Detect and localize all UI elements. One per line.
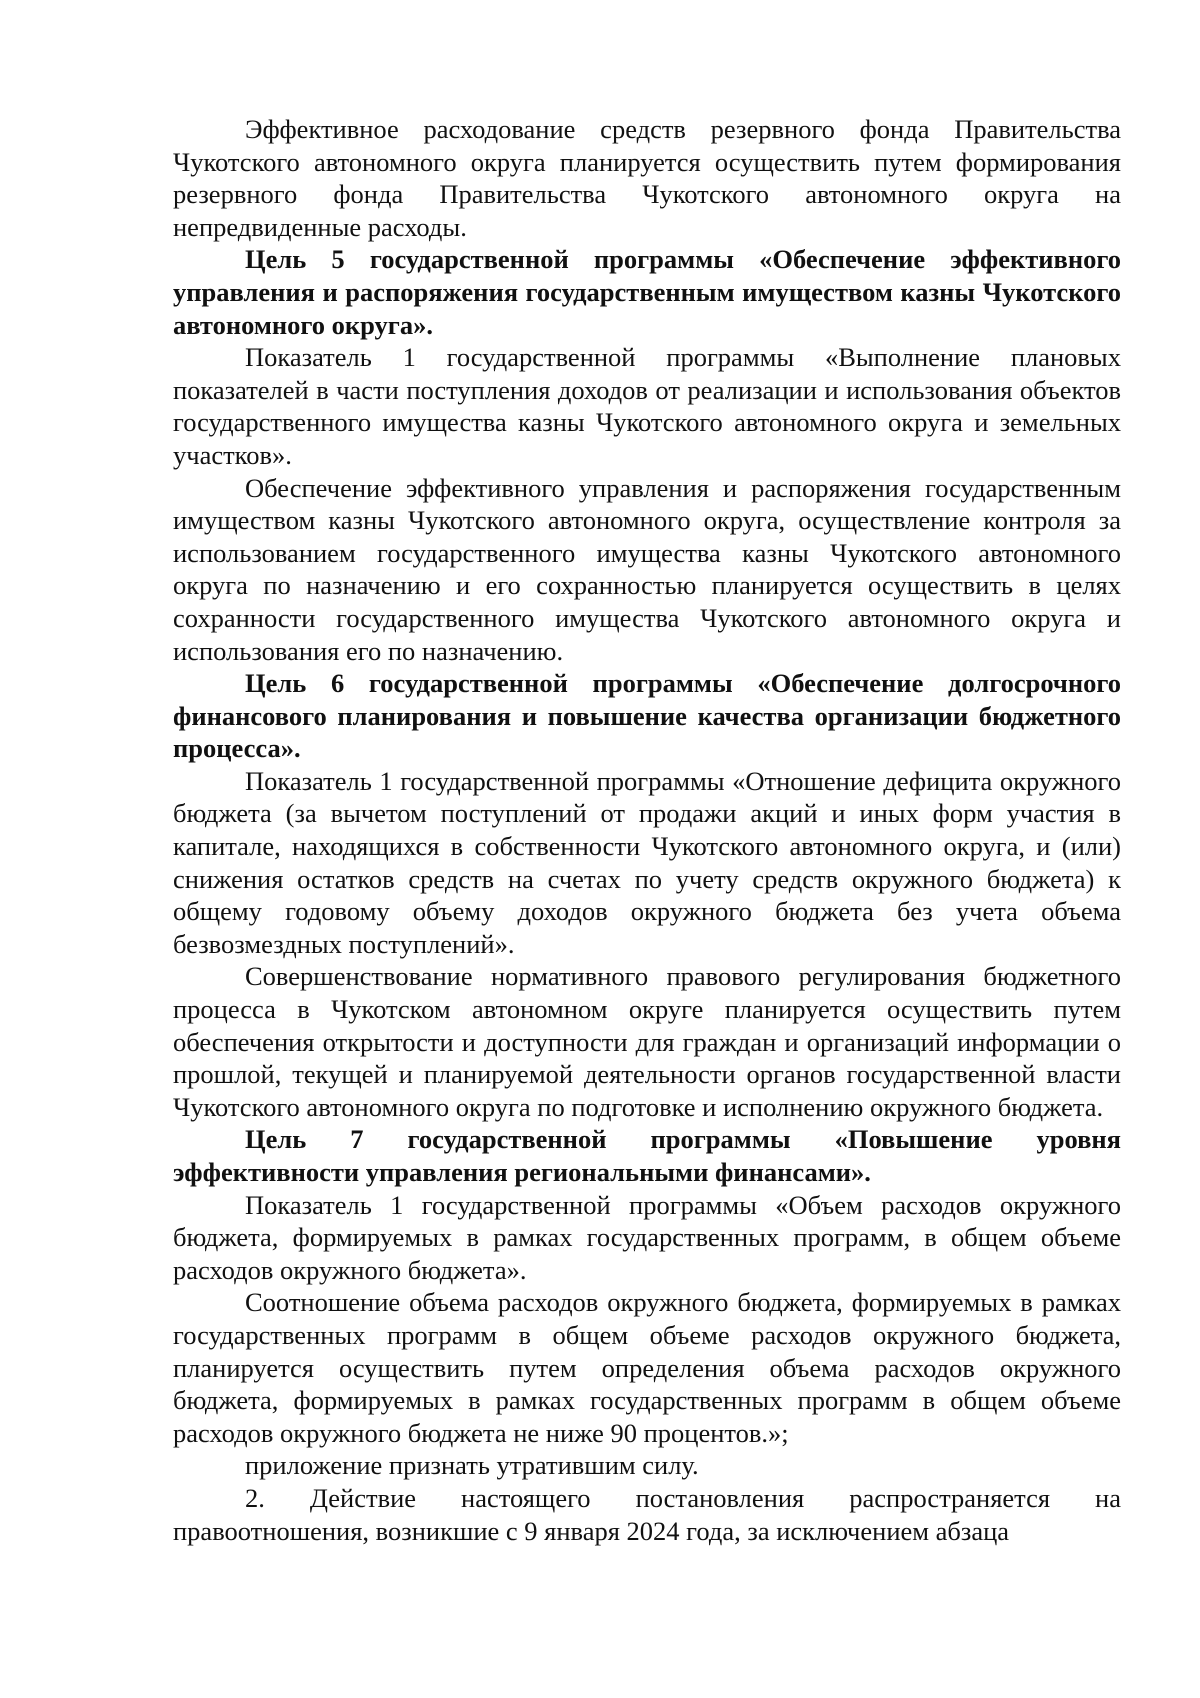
paragraph-budget-regulation: Совершенствование нормативного правового регулирования бюджетного процесса в Чукотском автономном округе планируется осуществить путем обеспечения открытости и доступности для граждан и организаций информации о прошлой, текущей и планируемой деятельности органов государственной власти Чукотского автономного округа по подготовке и исполнению окружного бюджета. — [173, 961, 1121, 1122]
paragraph-expense-ratio: Соотношение объема расходов окружного бюджета, формируемых в рамках государственных программ в общем объеме расходов окружного бюджета, планируется осуществить путем определения объема расходов окружного бюджета, формируемых в рамках государственных программ в общем объеме расходов окружного бюджета не ниже 90 процентов.»; — [173, 1287, 1121, 1448]
document-page — [173, 113, 1121, 1547]
goal-5-heading: Цель 5 государственной программы «Обеспечение эффективного управления и распоряжения государственным имуществом казны Чукотского автономного округа». — [173, 244, 1121, 340]
goal-7-heading: Цель 7 государственной программы «Повышение уровня эффективности управления региональными финансами». — [173, 1124, 1121, 1187]
goal-6-heading: Цель 6 государственной программы «Обеспечение долгосрочного финансового планирования и повышение качества организации бюджетного процесса». — [173, 668, 1121, 764]
goal-7-indicator-1: Показатель 1 государственной программы «Объем расходов окружного бюджета, формируемых в рамках государственных программ, в общем объеме расходов окружного бюджета». — [173, 1189, 1121, 1285]
paragraph-item-2: 2. Действие настоящего постановления распространяется на правоотношения, возникшие с 9 января 2024 года, за исключением абзаца — [173, 1482, 1121, 1546]
goal-5-indicator-1: Показатель 1 государственной программы «Выполнение плановых показателей в части поступления доходов от реализации и использования объектов государственного имущества казны Чукотского автономного округа и земельных участков». — [173, 342, 1121, 470]
goal-6-indicator-1: Показатель 1 государственной программы «Отношение дефицита окружного бюджета (за вычетом поступлений от продажи акций и иных форм участия в капитале, находящихся в собственности Чукотского автономного округа, и (или) снижения остатков средств на счетах по учету средств окружного бюджета) к общему годовому объему доходов окружного бюджета без учета объема безвозмездных поступлений». — [173, 765, 1121, 959]
paragraph-reserve-fund: Эффективное расходование средств резервного фонда Правительства Чукотского автономного округа планируется осуществить путем формирования резервного фонда Правительства Чукотского автономного округа на непредвиденные расходы. — [173, 114, 1121, 242]
paragraph-appendix-void: приложение признать утратившим силу. — [245, 1450, 699, 1481]
paragraph-property-management: Обеспечение эффективного управления и распоряжения государственным имуществом казны Чукотского автономного округа, осуществление контроля за использованием государственного имущества казны Чукотского автономного округа по назначению и его сохранностью планируется осуществить в целях сохранности государственного имущества Чукотского автономного округа и использования его по назначению. — [173, 472, 1121, 666]
